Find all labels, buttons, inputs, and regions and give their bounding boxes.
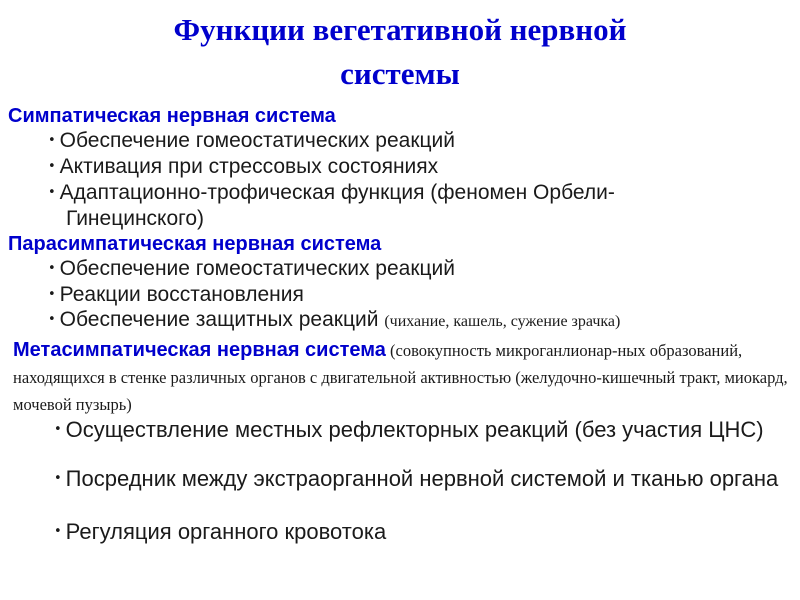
sympathetic-item-2 <box>48 154 438 180</box>
metasympathetic-heading: Метасимпатическая нервная система <box>13 339 386 361</box>
bullet-icon: • <box>48 287 56 302</box>
item-text: Регуляция органного кровотока <box>65 519 387 544</box>
parasympathetic-heading: Парасимпатическая нервная система <box>8 233 382 255</box>
parasympathetic-item-1 <box>48 256 455 282</box>
item-text: Адаптационно-трофическая функция (феномен Орбели- <box>59 181 615 204</box>
bullet-icon: • <box>48 159 56 174</box>
item-text: Обеспечение защитных реакций <box>59 308 379 331</box>
bullet-icon: • <box>48 185 56 200</box>
bullet-icon: • <box>54 471 62 486</box>
title-line-1: Функции вегетативной нервной <box>173 12 627 47</box>
item-text: Посредник между экстраорганной нервной системой и тканью органа <box>65 466 779 491</box>
metasympathetic-item-3 <box>54 519 784 544</box>
item-text: Реакции восстановления <box>59 283 304 306</box>
bullet-icon: • <box>54 524 62 539</box>
bullet-icon: • <box>54 422 62 437</box>
item-text: Активация при стрессовых состояниях <box>59 155 439 178</box>
sympathetic-item-1 <box>48 128 455 154</box>
sympathetic-item-3-continuation: Гинецинского) <box>66 207 205 230</box>
item-text: Осуществление местных рефлекторных реакций (без участия ЦНС) <box>65 417 764 442</box>
sympathetic-item-3 <box>48 180 615 206</box>
metasympathetic-description: (совокупность микроганлионар-ных образований, находящихся в стенке различных органов с двигательной активностью (желудочно-кишечный тракт, миокард, мочевой пузырь) <box>13 341 788 414</box>
metasympathetic-item-2 <box>54 466 794 491</box>
bullet-icon: • <box>48 312 56 327</box>
metasympathetic-paragraph <box>13 337 788 418</box>
bullet-icon: • <box>48 133 56 148</box>
item-note: (чихание, кашель, сужение зрачка) <box>384 313 621 330</box>
title-line-2: системы <box>340 56 460 91</box>
parasympathetic-item-2 <box>48 282 304 308</box>
slide-title <box>0 8 800 96</box>
sympathetic-heading: Симпатическая нервная система <box>8 105 336 127</box>
item-text: Обеспечение гомеостатических реакций <box>59 129 456 152</box>
bullet-icon: • <box>48 261 56 276</box>
parasympathetic-item-3 <box>48 307 620 335</box>
item-text: Обеспечение гомеостатических реакций <box>59 257 456 280</box>
metasympathetic-item-1 <box>54 417 784 442</box>
